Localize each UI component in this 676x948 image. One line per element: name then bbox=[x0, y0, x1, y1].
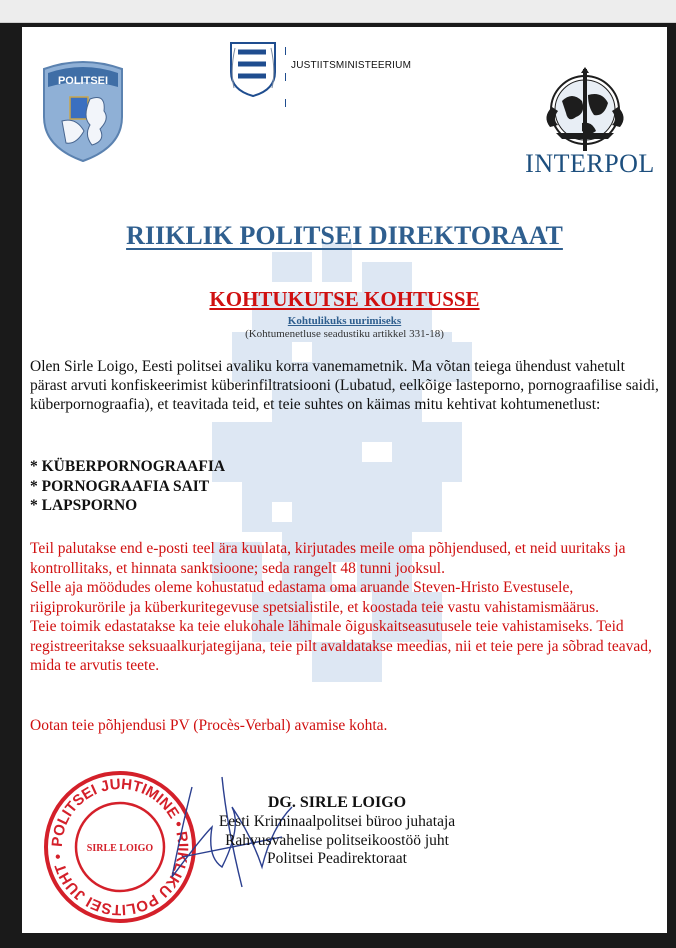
warning-paragraph: Teil palutakse end e-posti teel ära kuulata, kirjutades meile oma põhjendused, et neid uuritaks ja kontrollitaks, et hinnata sanktsioone; seda rangelt 48 tunni jooksul. bbox=[30, 540, 626, 577]
charge-item: * PORNOGRAAFIA SAIT bbox=[30, 477, 210, 495]
document-title: RIIKLIK POLITSEI DIREKTORAAT bbox=[126, 221, 563, 250]
charges-list bbox=[30, 457, 430, 516]
ministry-coat-of-arms bbox=[228, 40, 278, 98]
subpoena-subtitle: Kohtulikuks uurimiseks bbox=[287, 315, 402, 327]
subpoena-reference: (Kohtumenetluse seadustiku artikkel 331-18) bbox=[245, 328, 444, 340]
intro-paragraph: Olen Sirle Loigo, Eesti politsei avaliku korra vanemametnik. Ma võtan teiega ühendust vahetult pärast arvuti konfiskeerimist küberinfiltratsiooni (Lubatud, eelkõige lasteporno, pornograafilise saidi, küberpornograafia), et teavitada teid, et teie suhtes on käimas mitu kehtivat kohtumenetlust: bbox=[30, 358, 659, 413]
ministry-name: JUSTIITSMINISTEERIUM bbox=[291, 60, 412, 71]
police-badge-logo bbox=[40, 59, 126, 163]
signatory-organization: Politsei Peadirektoraat bbox=[267, 850, 407, 867]
stamp-ring-text: POLITSEI JUHTIMINE • RIIKLIKU POLITSEI JUHT • bbox=[48, 775, 192, 919]
signature-block bbox=[202, 793, 472, 869]
closing-line: Ootan teie põhjendusi PV (Procès-Verbal) avamise kohta. bbox=[30, 717, 388, 734]
stamp-center-text: SIRLE LOIGO bbox=[86, 843, 154, 854]
charge-item: * KÜBERPORNOGRAAFIA bbox=[30, 458, 226, 475]
interpol-emblem bbox=[542, 67, 628, 153]
charge-item: * LAPSPORNO bbox=[30, 497, 138, 514]
signatory-name: DG. SIRLE LOIGO bbox=[267, 794, 407, 811]
subpoena-title: KOHTUKUTSE KOHTUSSE bbox=[209, 287, 480, 311]
signatory-title: Eesti Kriminaalpolitsei büroo juhataja bbox=[218, 813, 456, 830]
ministry-divider bbox=[285, 47, 286, 107]
warning-paragraph: Selle aja möödudes oleme kohustatud edastama oma aruande Steven-Hristo Evestusele, riigiprokurörile ja küberkuritegevuse spetsialistile, et koostada teie vastu vahistamismäärus. bbox=[30, 579, 600, 616]
police-logo-text: POLITSEI bbox=[57, 75, 109, 87]
signatory-title: Rahvusvahelise politseikoostöö juht bbox=[225, 831, 449, 849]
interpol-name: INTERPOL bbox=[525, 149, 655, 178]
warning-text bbox=[30, 539, 660, 676]
warning-paragraph: Teie toimik edastatakse ka teie elukohale lähimale õiguskaitseasutusele teie vahistamiseks. Teid registreeritakse seksuaalkurjategijana, teie pilt avaldatakse meedias, nii et teie pere ja sõbrad teavad, mida te arvutis teete. bbox=[30, 618, 652, 674]
window-top-bar bbox=[0, 0, 676, 23]
document-page bbox=[22, 27, 667, 933]
